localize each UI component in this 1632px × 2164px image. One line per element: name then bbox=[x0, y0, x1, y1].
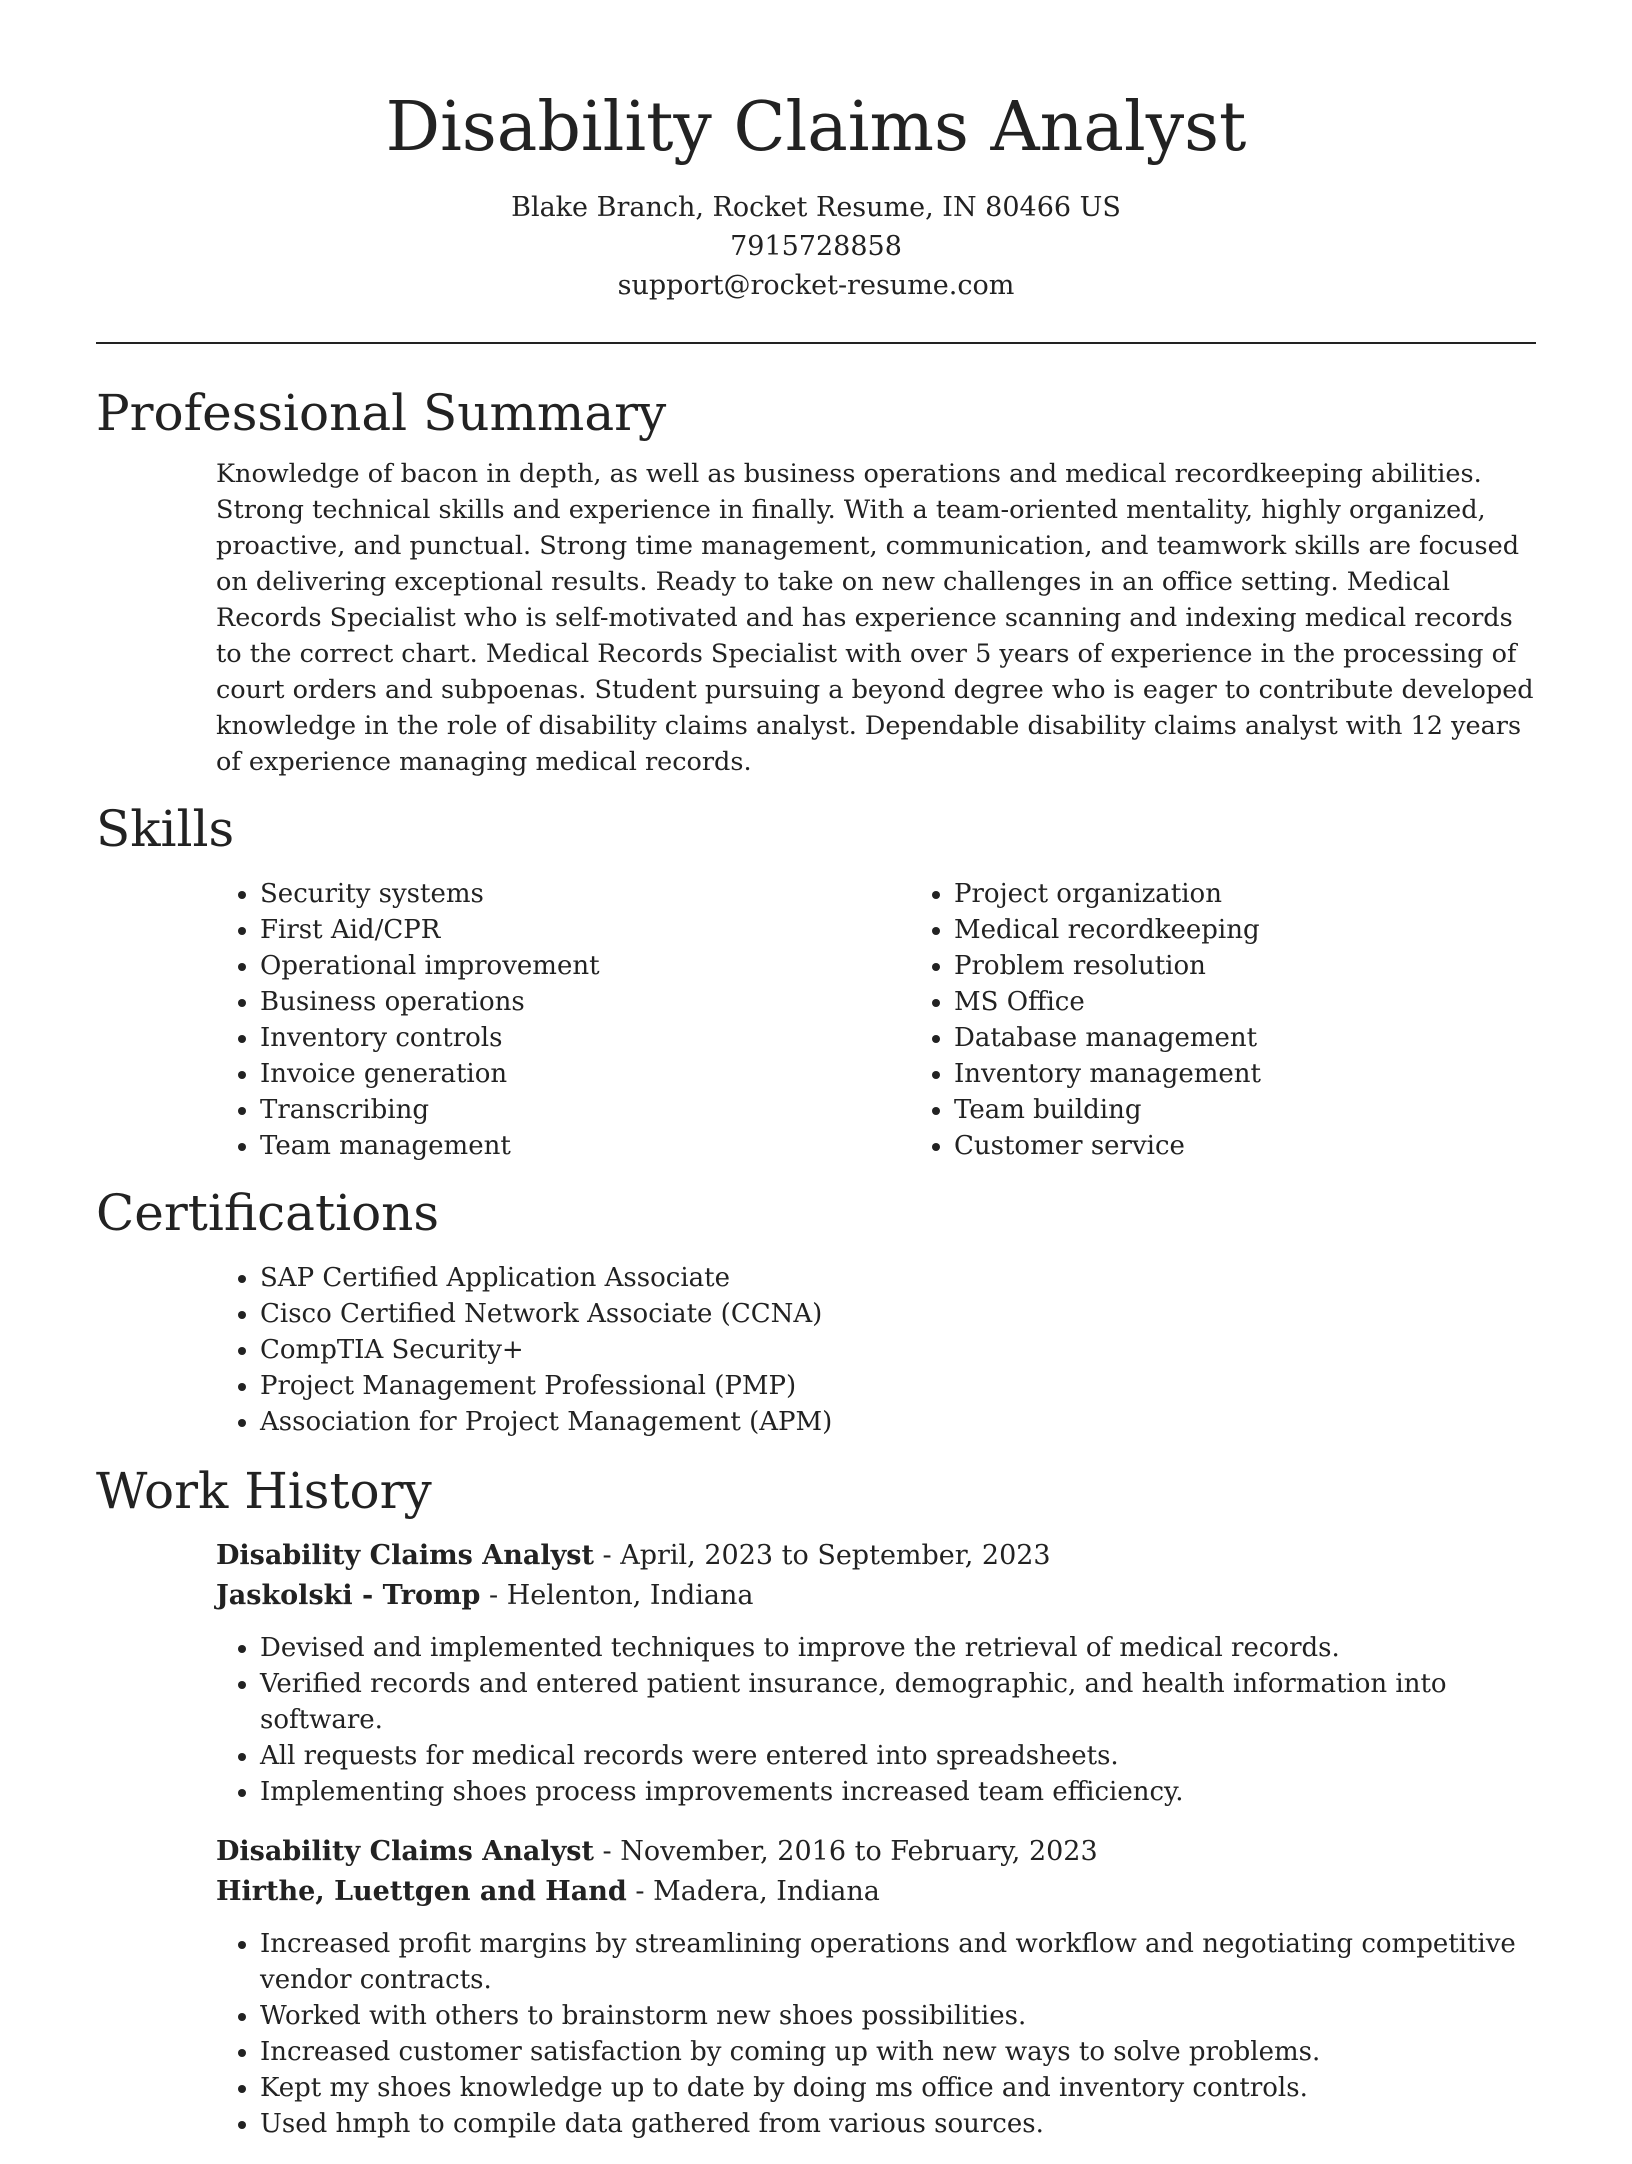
job-entry bbox=[216, 1536, 1536, 1810]
skills-list-right bbox=[910, 876, 1604, 1164]
job-company-line bbox=[216, 1872, 1536, 1912]
job-bullet: • Worked with others to brainstorm new shoes possibilities. bbox=[260, 1998, 1536, 2034]
job-company-line bbox=[216, 1576, 1536, 1616]
header-divider bbox=[96, 342, 1536, 344]
certification-item: • Association for Project Management (APM) bbox=[260, 1404, 1536, 1440]
resume-header bbox=[0, 0, 1632, 305]
job-role: Disability Claims Analyst bbox=[216, 1836, 594, 1867]
job-company: Hirthe, Luettgen and Hand bbox=[216, 1876, 627, 1907]
summary-text: Knowledge of bacon in depth, as well as business operations and medical recordkeeping abilities. Strong technical skills and experience in finally. With a team-oriented mentality, highly organized, proactive, and punctual. Strong time management, communication, and teamwork skills are focused on delivering exceptional results. Ready to take on new challenges in an office setting. Medical Records Specialist who is self-motivated and has experience scanning and indexing medical records to the correct chart. Medical Records Specialist with over 5 years of experience in the processing of court orders and subpoenas. Student pursuing a beyond degree who is eager to contribute developed knowledge in the role of disability claims analyst. Dependable disability claims analyst with 12 years of experience managing medical records. bbox=[216, 459, 1534, 777]
job-bullet: • Increased profit margins by streamlining operations and workflow and negotiating competitive vendor contracts. bbox=[260, 1926, 1536, 1998]
contact-email: support@rocket-resume.com bbox=[617, 270, 1015, 301]
work-history-heading: Work History bbox=[96, 1462, 432, 1520]
job-bullet: • Increased customer satisfaction by coming up with new ways to solve problems. bbox=[260, 2034, 1536, 2070]
skill-item: • Business operations bbox=[260, 984, 910, 1020]
skill-item: • Problem resolution bbox=[954, 948, 1604, 984]
skills-columns bbox=[216, 876, 1536, 1164]
skill-item: • Customer service bbox=[954, 1128, 1604, 1164]
skill-item: • First Aid/CPR bbox=[260, 912, 910, 948]
contact-block bbox=[0, 188, 1632, 305]
summary-heading: Professional Summary bbox=[96, 384, 667, 442]
contact-address: Blake Branch, Rocket Resume, IN 80466 US bbox=[511, 192, 1121, 223]
job-role: Disability Claims Analyst bbox=[216, 1540, 594, 1571]
skill-item: • Team management bbox=[260, 1128, 910, 1164]
certification-item: • Project Management Professional (PMP) bbox=[260, 1368, 1536, 1404]
job-entry bbox=[216, 1832, 1536, 2142]
skill-item: • Medical recordkeeping bbox=[954, 912, 1604, 948]
skill-item: • Operational improvement bbox=[260, 948, 910, 984]
job-bullet: • Verified records and entered patient insurance, demographic, and health information into software. bbox=[260, 1666, 1536, 1738]
job-bullet: • All requests for medical records were entered into spreadsheets. bbox=[260, 1738, 1536, 1774]
job-location: - Madera, Indiana bbox=[626, 1876, 880, 1907]
skill-item: • Team building bbox=[954, 1092, 1604, 1128]
contact-phone: 7915728858 bbox=[730, 231, 902, 262]
skill-item: • Invoice generation bbox=[260, 1056, 910, 1092]
certifications-list bbox=[216, 1260, 1536, 1440]
certifications-section bbox=[96, 1178, 1536, 1440]
certification-item: • CompTIA Security+ bbox=[260, 1332, 1536, 1368]
skill-item: • Database management bbox=[954, 1020, 1604, 1056]
job-bullet: • Devised and implemented techniques to improve the retrieval of medical records. bbox=[260, 1630, 1536, 1666]
skill-item: • MS Office bbox=[954, 984, 1604, 1020]
job-company: Jaskolski - Tromp bbox=[216, 1580, 481, 1611]
resume-title: Disability Claims Analyst bbox=[385, 88, 1247, 167]
certification-item: • Cisco Certified Network Associate (CCNA) bbox=[260, 1296, 1536, 1332]
skill-item: • Inventory management bbox=[954, 1056, 1604, 1092]
certifications-heading: Certifications bbox=[96, 1184, 440, 1242]
skill-item: • Transcribing bbox=[260, 1092, 910, 1128]
job-location: - Helenton, Indiana bbox=[480, 1580, 754, 1611]
job-title-line bbox=[216, 1832, 1536, 1872]
skill-item: • Security systems bbox=[260, 876, 910, 912]
skills-section bbox=[96, 794, 1536, 1164]
work-history-section bbox=[96, 1456, 1536, 2142]
certification-item: • SAP Certified Application Associate bbox=[260, 1260, 1536, 1296]
job-bullet: • Implementing shoes process improvements increased team efficiency. bbox=[260, 1774, 1536, 1810]
job-dates: - April, 2023 to September, 2023 bbox=[593, 1540, 1051, 1571]
skill-item: • Inventory controls bbox=[260, 1020, 910, 1056]
job-bullets bbox=[216, 1926, 1536, 2142]
job-bullets bbox=[216, 1630, 1536, 1810]
skill-item: • Project organization bbox=[954, 876, 1604, 912]
job-bullet: • Kept my shoes knowledge up to date by doing ms office and inventory controls. bbox=[260, 2070, 1536, 2106]
skills-list-left bbox=[216, 876, 910, 1164]
summary-section bbox=[96, 378, 1536, 780]
resume-body bbox=[96, 378, 1536, 2164]
job-dates: - November, 2016 to February, 2023 bbox=[593, 1836, 1098, 1867]
job-title-line bbox=[216, 1536, 1536, 1576]
skills-heading: Skills bbox=[96, 800, 235, 858]
job-bullet: • Used hmph to compile data gathered from various sources. bbox=[260, 2106, 1536, 2142]
